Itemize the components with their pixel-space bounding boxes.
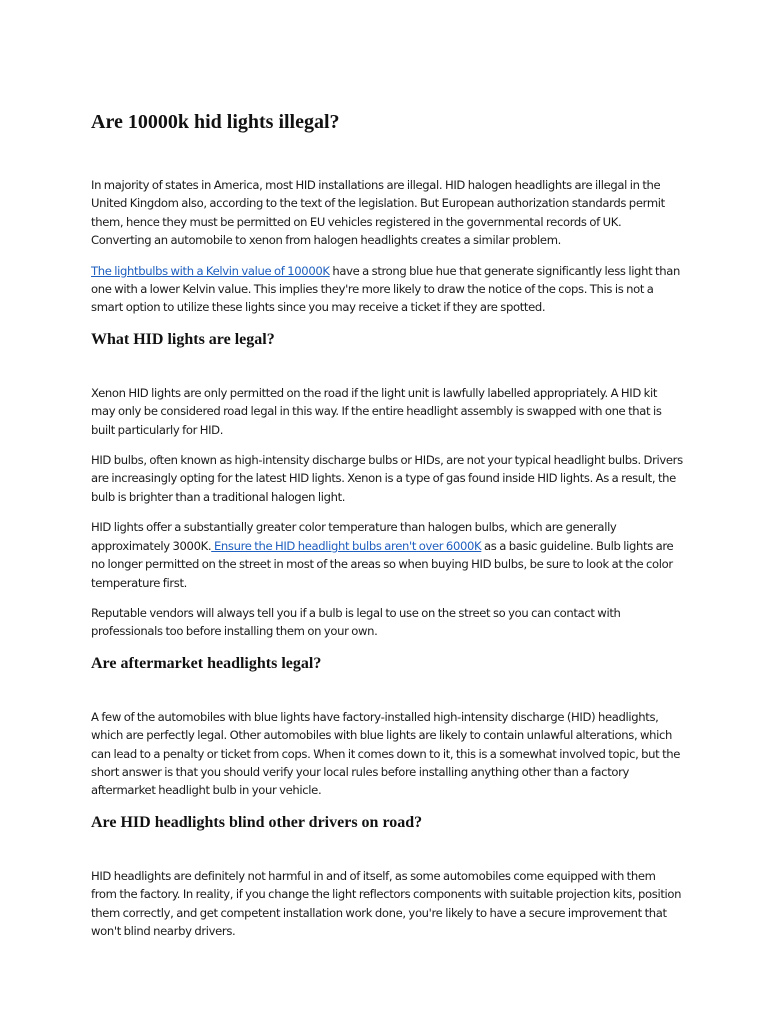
aftermarket-paragraph: A few of the automobiles with blue lights have factory-installed high-intensity discharge (HID) headlights, which are perfectly legal. Other automobiles with blue lights are likely to contain unlawful alterations, which can lead to a penalty or ticket from cops. When it comes down to it, this is a somewhat involved topic, but the short answer is that you should verify your local rules before installing anything other than a factory aftermarket headlight bulb in your vehicle. bbox=[91, 709, 681, 798]
kelvin-paragraph-text: have a strong blue hue that generate significantly less light than one with a lower Kelvin value. This implies they're more likely to draw the notice of the cops. This is not a smart option to utilize these lights since you may receive a ticket if they are spotted. bbox=[91, 263, 680, 315]
aftermarket-heading: Are aftermarket headlights legal? bbox=[91, 654, 322, 672]
legal-paragraph-2: HID bulbs, often known as high-intensity discharge bulbs or HIDs, are not your typical headlight bulbs. Drivers are increasingly opting for the latest HID lights. Xenon is a type of gas found inside HID lights. As a result, the bulb is brighter than a traditional halogen light. bbox=[91, 453, 683, 504]
hid-6000k-link[interactable]: Ensure the HID headlight bulbs aren't over 6000K bbox=[211, 538, 482, 553]
legal-paragraph-3-post: as a basic guideline. Bulb lights are no longer permitted on the street in most of the areas so when buying HID bulbs, be sure to look at the color temperature first. bbox=[91, 538, 674, 590]
kelvin-value-link[interactable]: The lightbulbs with a Kelvin value of 10000K bbox=[91, 263, 330, 278]
legal-paragraph-3-pre: HID lights offer a substantially greater color temperature than halogen bulbs, which are generally approximately 3000K. bbox=[91, 520, 617, 553]
kelvin-paragraph bbox=[91, 262, 683, 317]
blind-heading: Are HID headlights blind other drivers on road? bbox=[91, 813, 423, 831]
legal-paragraph-1: Xenon HID lights are only permitted on the road if the light unit is lawfully labelled appropriately. A HID kit may only be considered road legal in this way. If the entire headlight assembly is swapped with one that is built particularly for HID. bbox=[91, 385, 662, 437]
legal-paragraph-4: Reputable vendors will always tell you if a bulb is legal to use on the street so you can contact with professionals too before installing them on your own. bbox=[91, 605, 621, 639]
intro-paragraph: In majority of states in America, most HID installations are illegal. HID halogen headlights are illegal in the United Kingdom also, according to the text of the legislation. But European authorization standards permit them, hence they must be permitted on EU vehicles registered in the governmental records of UK. Converting an automobile to xenon from halogen headlights creates a similar problem. bbox=[91, 178, 665, 248]
article-body bbox=[91, 110, 683, 952]
article-title: Are 10000k hid lights illegal? bbox=[91, 111, 340, 133]
legal-paragraph-3 bbox=[91, 518, 683, 592]
blind-paragraph: HID headlights are definitely not harmful in and of itself, as some automobiles come equipped with them from the factory. In reality, if you change the light reflectors components with suitable projection kits, position them correctly, and get competent installation work done, you're likely to have a secure improvement that won't blind nearby drivers. bbox=[91, 868, 682, 938]
legal-heading: What HID lights are legal? bbox=[91, 330, 275, 348]
